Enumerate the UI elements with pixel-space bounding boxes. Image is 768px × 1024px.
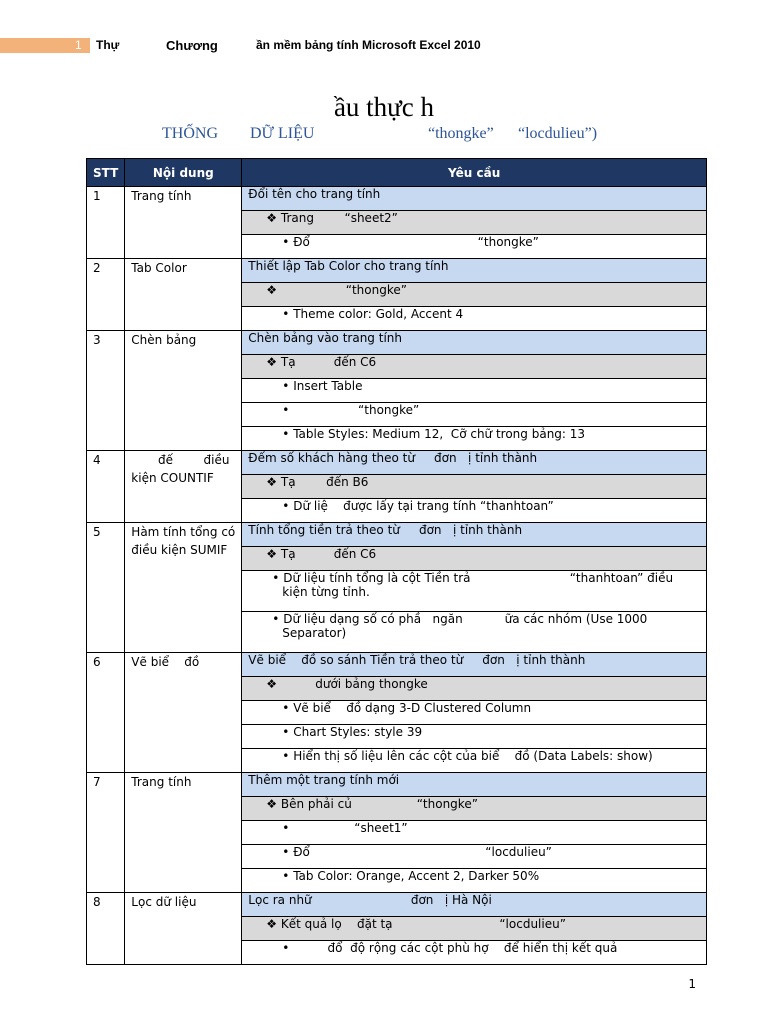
dot-bullet-icon: • [282,725,290,739]
header-word-a: Thự [96,38,120,52]
table-row [87,331,707,355]
dot-bullet-icon: • [282,307,290,321]
bullet-line [248,797,700,811]
bullet-line [248,677,700,691]
bullet-line [248,307,700,321]
dot-bullet-icon: • [282,941,290,955]
requirement-detail [242,749,707,773]
bullet-text: Hiển thị số liệu lên các cột của biể đồ (Data Labels: show) [293,749,653,763]
bullet-line [248,941,700,955]
table-row [87,523,707,547]
dot-bullet-icon: • [282,403,290,417]
subtitle-part-3: “thongke” [428,125,494,142]
header-word-c: ần mềm bảng tính Microsoft Excel 2010 [256,38,481,52]
bullet-text: “sheet1” [293,821,408,835]
bullet-text: Tạ đến C6 [280,547,377,561]
requirement-detail [242,869,707,893]
requirement-text: Lọc ra nhữ đơn ị Hà Nội [248,893,492,907]
bullet-line [248,917,700,931]
cell-noi-dung: Chèn bảng [125,331,242,451]
bullet-text: Chart Styles: style 39 [293,725,423,739]
dot-bullet-icon: • [282,427,290,441]
cell-noi-dung: Lọc dữ liệu [125,893,242,965]
cell-noi-dung: Tab Color [125,259,242,331]
bullet-text: “thongke” [293,403,420,417]
cell-stt: 7 [87,773,125,893]
bullet-line [248,749,700,763]
requirement-detail [242,379,707,403]
diamond-bullet-icon: ❖ [266,797,278,811]
requirement-text: Chèn bảng vào trang tính [248,331,402,345]
sub-requirement [242,355,707,379]
bullet-line [248,427,700,441]
bullet-text: “thongke” [280,283,407,297]
requirement-text: Tính tổng tiền trả theo từ đơn ị tỉnh thành [248,523,523,537]
bullet-line [248,475,700,489]
table-row [87,653,707,677]
bullet-text: Bên phải củ “thongke” [280,797,478,811]
cell-noi-dung: Trang tính [125,187,242,259]
requirement-detail [242,235,707,259]
sub-requirement [242,547,707,571]
page-number: 1 [688,977,696,991]
bullet-line [248,701,700,715]
chapter-number: 1 [75,38,82,52]
dot-bullet-icon: • [282,499,290,513]
requirement-title [242,893,707,917]
bullet-text: Kết quả lọ đặt tạ “locdulieu” [280,917,566,931]
diamond-bullet-icon: ❖ [266,677,278,691]
cell-stt: 2 [87,259,125,331]
bullet-line [248,725,700,739]
bullet-text: dưới bảng thongke [280,677,428,691]
sub-requirement [242,211,707,235]
bullet-line [248,235,700,249]
requirements-table [86,158,707,965]
bullet-line [248,821,700,835]
header-stt: STT [87,159,125,187]
bullet-text: Dữ liệ được lấy tại trang tính “thanhtoan” [293,499,554,513]
requirement-text: Vẽ biể đồ so sánh Tiền trả theo từ đơn ị tỉnh thành [248,653,586,667]
bullet-line [248,211,700,225]
bullet-text: Trang “sheet2” [280,211,398,225]
requirement-text: Đếm số khách hàng theo từ đơn ị tỉnh thành [248,451,538,465]
bullet-text: Vẽ biể đồ dạng 3-D Clustered Column [293,701,532,715]
bullet-line [248,547,700,561]
table-row [87,187,707,211]
requirement-text: Thêm một trang tính mới [248,773,400,787]
bullet-text: Insert Table [293,379,363,393]
requirement-detail [242,725,707,749]
table-row [87,451,707,475]
bullet-text: Dữ liệu tính tổng là cột Tiền trả “thanhtoan” điều kiện từng tỉnh. [282,571,677,599]
bullet-line [248,283,700,297]
table-header-row [87,159,707,187]
dot-bullet-icon: • [272,612,280,626]
dot-bullet-icon: • [272,571,280,585]
sub-requirement [242,677,707,701]
sub-requirement [242,917,707,941]
requirement-detail [242,845,707,869]
requirement-text: Đổi tên cho trang tính [248,187,381,201]
requirement-detail [242,307,707,331]
diamond-bullet-icon: ❖ [266,475,278,489]
requirement-detail [242,941,707,965]
cell-noi-dung: Trang tính [125,773,242,893]
sub-requirement [242,283,707,307]
bullet-line [248,845,700,859]
table-body [87,187,707,965]
table-row [87,893,707,917]
page-title: ầu thực h [333,92,435,122]
dot-bullet-icon: • [282,701,290,715]
bullet-text: Tab Color: Orange, Accent 2, Darker 50% [293,869,540,883]
cell-stt: 5 [87,523,125,653]
bullet-text: đổ độ rộng các cột phù hợ để hiển thị kết quả [293,941,618,955]
table-row [87,259,707,283]
cell-stt: 3 [87,331,125,451]
dot-bullet-icon: • [282,749,290,763]
dot-bullet-icon: • [282,845,290,859]
dot-bullet-icon: • [282,235,290,249]
subtitle-part-4: “locdulieu”) [518,125,598,142]
dot-bullet-icon: • [282,379,290,393]
subtitle-part-2: DỮ LIỆU [250,125,315,142]
header-noi-dung: Nội dung [125,159,242,187]
diamond-bullet-icon: ❖ [266,355,278,369]
bullet-line [248,571,700,599]
cell-noi-dung: Vẽ biể đồ [125,653,242,773]
requirement-title [242,523,707,547]
cell-stt: 4 [87,451,125,523]
diamond-bullet-icon: ❖ [266,917,278,931]
sub-requirement [242,475,707,499]
requirement-detail [242,612,707,653]
cell-noi-dung: Hàm tính tổng có điều kiện SUMIF [125,523,242,653]
cell-noi-dung: đế điều kiện COUNTIF [125,451,242,523]
requirement-text: Thiết lập Tab Color cho trang tính [248,259,449,273]
requirement-detail [242,571,707,612]
subtitle-part-1: THỐNG [162,125,218,142]
bullet-text: Theme color: Gold, Accent 4 [293,307,464,321]
header-word-b: Chương [166,38,218,53]
requirement-detail [242,427,707,451]
bullet-text: Dữ liệu dạng số có phầ ngăn ữa các nhóm (Use 1000 Separator) [282,612,652,640]
bullet-text: Đổ “locdulieu” [293,845,552,859]
diamond-bullet-icon: ❖ [266,547,278,561]
cell-stt: 1 [87,187,125,259]
cell-stt: 6 [87,653,125,773]
diamond-bullet-icon: ❖ [266,211,278,225]
sub-requirement [242,797,707,821]
bullet-line [248,403,700,417]
bullet-line [248,869,700,883]
bullet-text: Table Styles: Medium 12, Cỡ chữ trong bảng: 13 [293,427,586,441]
requirement-title [242,451,707,475]
table-row [87,773,707,797]
bullet-text: Đổ “thongke” [293,235,539,249]
requirement-title [242,187,707,211]
requirement-detail [242,499,707,523]
bullet-line [248,612,700,640]
requirement-detail [242,821,707,845]
dot-bullet-icon: • [282,821,290,835]
requirement-title [242,653,707,677]
requirement-title [242,331,707,355]
bullet-line [248,499,700,513]
requirement-detail [242,701,707,725]
requirement-title [242,259,707,283]
requirement-title [242,773,707,797]
bullet-line [248,355,700,369]
bullet-text: Tạ đến B6 [280,475,369,489]
dot-bullet-icon: • [282,869,290,883]
requirement-detail [242,403,707,427]
diamond-bullet-icon: ❖ [266,283,278,297]
header-yeu-cau: Yêu cầu [242,159,707,187]
cell-stt: 8 [87,893,125,965]
bullet-text: Tạ đến C6 [280,355,377,369]
bullet-line [248,379,700,393]
